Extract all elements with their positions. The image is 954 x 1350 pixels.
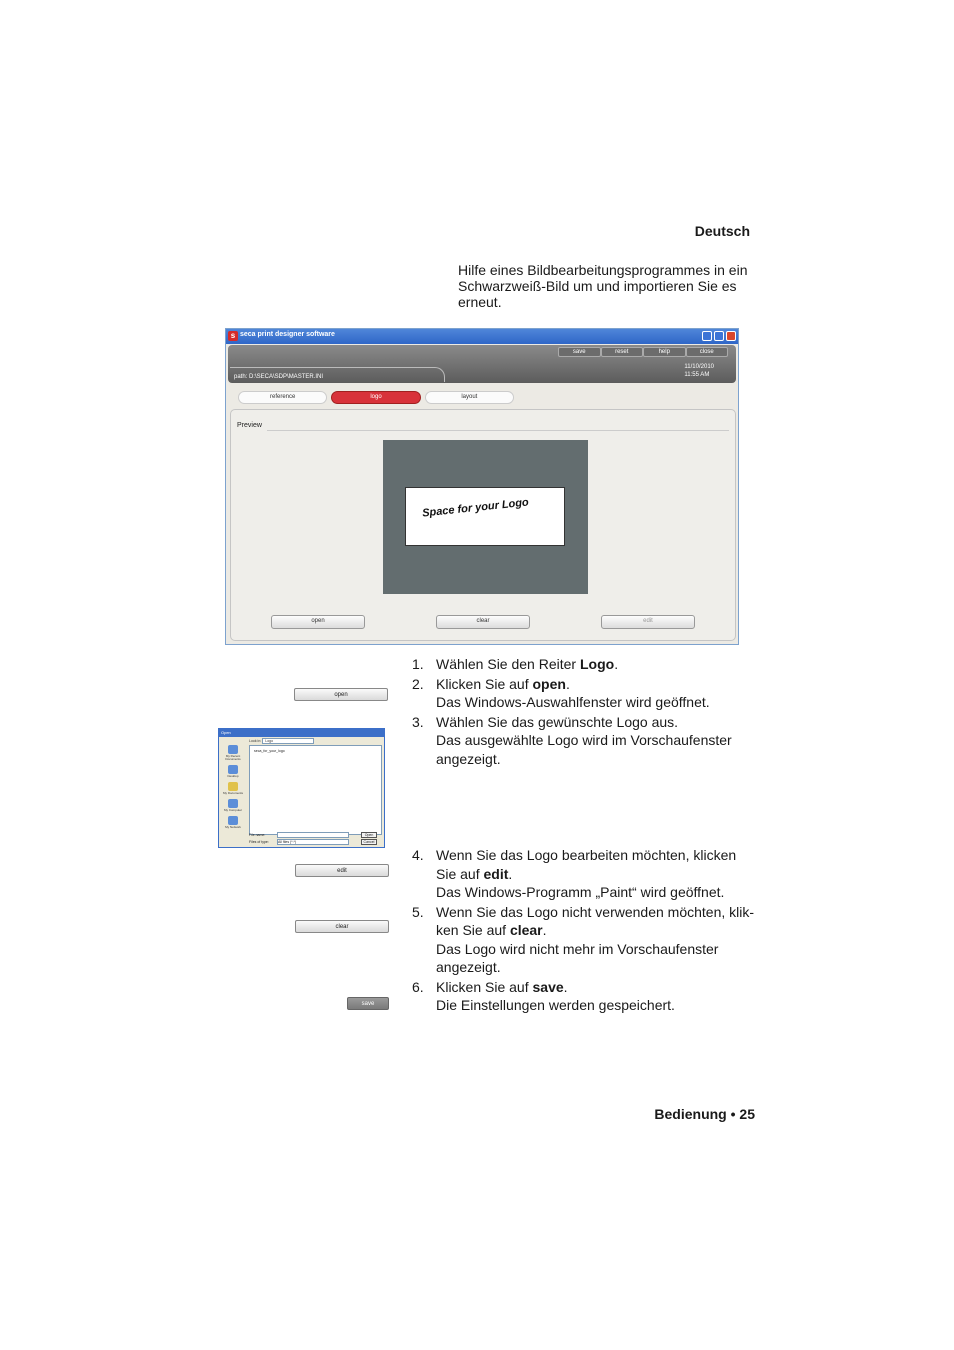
logo-placeholder-text: Space for your Logo [421,496,530,520]
file-type-select[interactable]: All files (*.*) [277,839,349,845]
step-keyword: Logo [579,656,615,672]
footer-section: Bedienung [654,1106,727,1122]
step-number: 2. [412,675,424,692]
close-button[interactable]: close [686,347,729,357]
file-type-label: Files of type: [249,840,269,844]
place-label: My Documents [222,791,243,795]
step-number: 3. [412,713,424,730]
step-keyword: save [532,978,564,995]
step-text: Wählen Sie das gewünschte Logo aus. [436,713,679,730]
step-note: Die Einstellungen werden gespeichert. [436,997,675,1013]
side-save-button[interactable]: save [347,997,389,1010]
list-item [410,846,760,902]
list-item [410,655,760,674]
step-keyword: edit [483,865,509,882]
preview-label: Preview [237,422,262,429]
instruction-list [410,655,760,1015]
step-text: Wenn Sie das Logo bearbeiten möchten, klicken Sie auf [436,847,737,882]
step-punct: . [542,922,547,938]
close-icon[interactable] [726,331,736,341]
maximize-icon[interactable] [714,331,724,341]
step-punct: . [508,865,513,882]
documents-folder-icon[interactable] [228,782,238,791]
place-label: My Network [225,825,241,829]
minimize-icon[interactable] [702,331,712,341]
list-item [410,978,760,1015]
open-button[interactable]: open [271,615,365,629]
desktop-icon[interactable] [228,765,238,774]
step-number: 5. [412,903,424,920]
top-button-group [558,347,728,357]
file-open-dialog [218,728,385,848]
side-edit-button[interactable]: edit [295,864,389,877]
list-item [410,713,760,769]
computer-icon[interactable] [228,799,238,808]
step-note: Das Windows-Programm „Paint“ wird geöffnet. [436,884,725,900]
network-icon[interactable] [228,816,238,825]
datetime [684,363,714,379]
place-label: Desktop [227,774,239,778]
save-button[interactable]: save [558,347,601,357]
path-text: path: D:\SECA\SDP\MASTER.INI [234,374,324,380]
file-list [249,745,382,835]
step-number: 6. [412,978,424,995]
list-item [410,675,760,712]
step-note: Das ausgewählte Logo wird im Vorschaufenster angezeigt. [436,732,732,767]
look-in-select[interactable]: Logo [262,738,314,744]
step-keyword: open [532,675,566,692]
dialog-open-button[interactable]: Open [361,832,377,838]
file-name-input[interactable] [277,832,349,838]
step-text: Wenn Sie das Logo nicht verwenden möchten, klik-ken Sie auf [436,903,755,938]
title-bar [226,329,738,344]
seca-logo-icon: s [228,331,238,341]
step-number: 1. [412,656,424,672]
places-bar [221,741,245,845]
look-in-label: Look in: [249,739,262,743]
reset-button[interactable]: reset [601,347,644,357]
page-number: 25 [739,1106,755,1122]
dialog-cancel-button[interactable]: Cancel [361,839,377,845]
tab-logo[interactable]: logo [331,391,420,404]
look-in [249,739,314,743]
tab-bar [238,391,518,404]
divider [267,430,729,431]
step-keyword: clear [509,922,543,938]
page-footer: Bedienung • 25 [654,1106,755,1122]
tab-reference[interactable]: reference [238,391,327,404]
language-header: Deutsch [694,223,750,239]
step-punct: . [565,675,570,692]
window-title: seca print designer software [240,331,335,338]
step-punct: . [614,656,619,672]
step-punct: . [563,978,568,995]
help-button[interactable]: help [643,347,686,357]
recent-documents-icon[interactable] [228,745,238,754]
place-label: My Recent Documents [225,754,241,761]
app-header-bar [228,345,736,383]
step-note: Das Windows-Auswahlfenster wird geöffnet. [436,694,710,710]
step-number: 4. [412,847,424,863]
file-name-label: File name: [249,833,266,837]
logo-placeholder [405,487,565,546]
clear-button[interactable]: clear [436,615,530,629]
place-label: My Computer [223,808,242,812]
dialog-title: Open [219,729,384,737]
file-item[interactable]: seca_for_your_logo [254,749,285,753]
step-text: Klicken Sie auf [436,978,533,995]
date-text: 11/10/2010 [684,364,714,370]
step-note: Das Logo wird nicht mehr im Vorschaufenster angezeigt. [436,940,719,975]
intro-paragraph: Hilfe eines Bildbearbeitungsprogrammes in ein Schwarzweiß-Bild um und importieren Sie es erneut. [458,262,748,310]
edit-button[interactable]: edit [601,615,695,629]
list-item [410,903,760,977]
preview-area [383,440,588,594]
app-window-screenshot [225,328,739,645]
step-text: Klicken Sie auf [436,675,533,692]
logo-panel [230,409,736,641]
side-open-button[interactable]: open [294,688,388,701]
tab-layout[interactable]: layout [425,391,514,404]
step-text: Wählen Sie den Reiter [436,656,580,672]
side-clear-button[interactable]: clear [295,920,389,933]
time-text: 11:55 AM [684,372,710,378]
